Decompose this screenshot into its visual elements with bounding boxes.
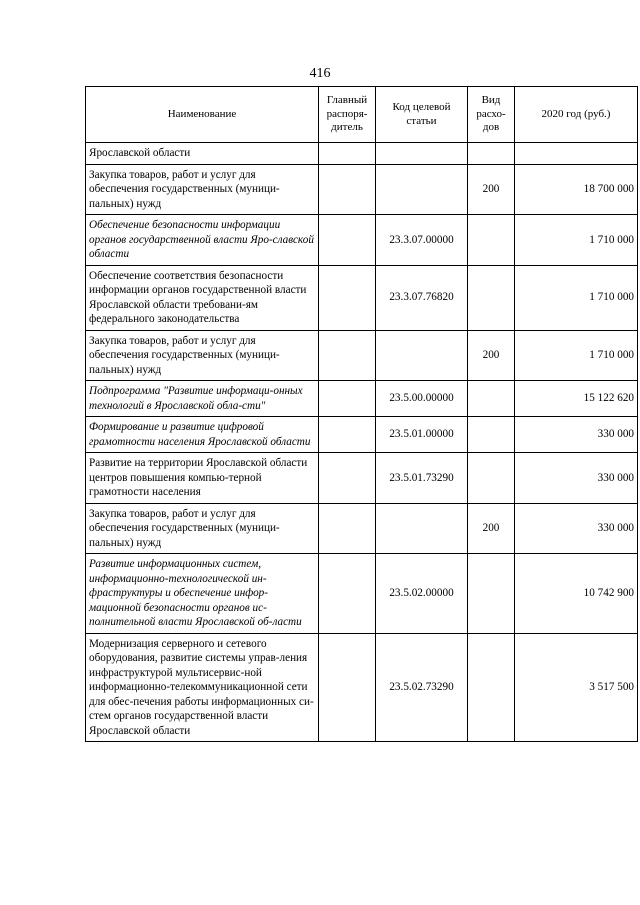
cell-code xyxy=(376,503,468,554)
cell-name: Закупка товаров, работ и услуг для обеспечения государственных (муници-пальных) нужд xyxy=(86,164,319,215)
cell-code: 23.5.00.00000 xyxy=(376,381,468,417)
cell-code xyxy=(376,330,468,381)
cell-sum: 330 000 xyxy=(515,503,638,554)
table-body xyxy=(86,143,638,742)
cell-kind xyxy=(468,453,515,504)
cell-code xyxy=(376,164,468,215)
cell-sum: 1 710 000 xyxy=(515,215,638,266)
cell-code xyxy=(376,143,468,165)
cell-sum: 15 122 620 xyxy=(515,381,638,417)
cell-admin xyxy=(319,215,376,266)
cell-admin xyxy=(319,453,376,504)
table-row xyxy=(86,503,638,554)
table-row xyxy=(86,453,638,504)
table-row xyxy=(86,143,638,165)
header-code: Код целевой статьи xyxy=(376,87,468,143)
header-sum: 2020 год (руб.) xyxy=(515,87,638,143)
cell-code: 23.3.07.76820 xyxy=(376,265,468,330)
table-row xyxy=(86,417,638,453)
cell-kind xyxy=(468,381,515,417)
cell-admin xyxy=(319,554,376,634)
cell-admin xyxy=(319,330,376,381)
cell-admin xyxy=(319,633,376,742)
cell-name: Развитие информационных систем, информационно-технологической ин-фраструктуры и обеспечение инфор-мационной безопасности органов ис-полнительной власти Ярославской об-ласти xyxy=(86,554,319,634)
cell-sum: 330 000 xyxy=(515,453,638,504)
cell-sum: 1 710 000 xyxy=(515,330,638,381)
cell-admin xyxy=(319,417,376,453)
table-header-row xyxy=(86,87,638,143)
cell-code: 23.5.02.00000 xyxy=(376,554,468,634)
cell-admin xyxy=(319,381,376,417)
cell-sum: 10 742 900 xyxy=(515,554,638,634)
cell-sum xyxy=(515,143,638,165)
cell-sum: 330 000 xyxy=(515,417,638,453)
table-row xyxy=(86,381,638,417)
cell-admin xyxy=(319,143,376,165)
cell-sum: 1 710 000 xyxy=(515,265,638,330)
header-admin: Главный распоря-дитель xyxy=(319,87,376,143)
cell-kind xyxy=(468,143,515,165)
cell-sum: 3 517 500 xyxy=(515,633,638,742)
cell-kind: 200 xyxy=(468,330,515,381)
budget-table xyxy=(85,86,638,742)
header-kind: Вид расхо-дов xyxy=(468,87,515,143)
cell-kind: 200 xyxy=(468,503,515,554)
table-row xyxy=(86,265,638,330)
cell-kind xyxy=(468,265,515,330)
page-number: 416 xyxy=(309,66,331,81)
cell-admin xyxy=(319,265,376,330)
cell-code: 23.5.02.73290 xyxy=(376,633,468,742)
cell-admin xyxy=(319,164,376,215)
cell-name: Формирование и развитие цифровой грамотности населения Ярославской области xyxy=(86,417,319,453)
cell-name: Модернизация серверного и сетевого оборудования, развитие системы управ-ления инфраструктурой мультисервис-ной информационно-телекоммуникационной сети для обес-печения работы информационных си-стем органов государственной власти Ярославской области xyxy=(86,633,319,742)
cell-name: Развитие на территории Ярославской области центров повышения компью-терной грамотности населения xyxy=(86,453,319,504)
cell-kind: 200 xyxy=(468,164,515,215)
cell-sum: 18 700 000 xyxy=(515,164,638,215)
cell-name: Закупка товаров, работ и услуг для обеспечения государственных (муници-пальных) нужд xyxy=(86,330,319,381)
cell-name: Обеспечение безопасности информации органов государственной власти Яро-славской области xyxy=(86,215,319,266)
table-row xyxy=(86,164,638,215)
table-row xyxy=(86,215,638,266)
cell-name: Обеспечение соответствия безопасности информации органов государственной власти Ярославской области требовани-ям федерального законодательства xyxy=(86,265,319,330)
cell-name: Ярославской области xyxy=(86,143,319,165)
table-row xyxy=(86,330,638,381)
cell-kind xyxy=(468,554,515,634)
cell-code: 23.5.01.00000 xyxy=(376,417,468,453)
cell-name: Подпрограмма "Развитие информаци-онных технологий в Ярославской обла-сти" xyxy=(86,381,319,417)
cell-kind xyxy=(468,215,515,266)
table-row xyxy=(86,554,638,634)
cell-code: 23.3.07.00000 xyxy=(376,215,468,266)
cell-name: Закупка товаров, работ и услуг для обеспечения государственных (муници-пальных) нужд xyxy=(86,503,319,554)
header-name: Наименование xyxy=(86,87,319,143)
cell-admin xyxy=(319,503,376,554)
cell-kind xyxy=(468,633,515,742)
cell-kind xyxy=(468,417,515,453)
table-row xyxy=(86,633,638,742)
cell-code: 23.5.01.73290 xyxy=(376,453,468,504)
